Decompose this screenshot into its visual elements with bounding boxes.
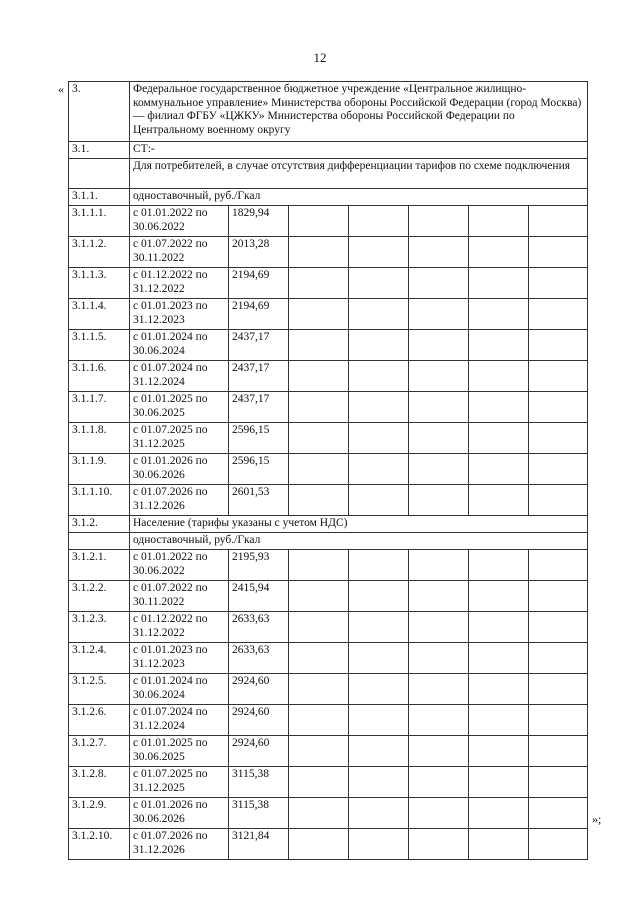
- empty-cell: [529, 485, 588, 516]
- empty-cell: [349, 423, 409, 454]
- empty-cell: [469, 581, 529, 612]
- empty-cell: [409, 550, 469, 581]
- empty-cell: [409, 612, 469, 643]
- empty-cell: [289, 392, 349, 423]
- section-number: 3.: [69, 82, 130, 142]
- table-row: [69, 736, 588, 767]
- row-number: 3.1.2.2.: [69, 581, 130, 612]
- empty-cell: [349, 361, 409, 392]
- empty-cell: [469, 361, 529, 392]
- period-cell: с 01.07.2024 по 31.12.2024: [130, 705, 229, 736]
- empty-cell: [529, 581, 588, 612]
- empty-cell: [529, 674, 588, 705]
- empty-cell: [349, 299, 409, 330]
- empty-cell: [349, 829, 409, 860]
- st-label: СТ:-: [130, 142, 588, 159]
- empty-cell: [469, 736, 529, 767]
- price-cell: 2596,15: [229, 423, 289, 454]
- empty-cell: [349, 705, 409, 736]
- empty-cell: [289, 767, 349, 798]
- row-number: 3.1.1.10.: [69, 485, 130, 516]
- population-header: [69, 516, 588, 550]
- row-number: 3.1.2.9.: [69, 798, 130, 829]
- row-number: 3.1.1.2.: [69, 237, 130, 268]
- empty-cell: [349, 268, 409, 299]
- section-row: [69, 82, 588, 142]
- empty-cell: [469, 550, 529, 581]
- period-cell: с 01.01.2024 по 30.06.2024: [130, 330, 229, 361]
- empty-cell: [349, 330, 409, 361]
- empty-cell: [529, 798, 588, 829]
- price-cell: 3121,84: [229, 829, 289, 860]
- empty-cell: [409, 330, 469, 361]
- price-cell: 2633,63: [229, 643, 289, 674]
- empty-cell: [289, 423, 349, 454]
- empty-cell: [289, 798, 349, 829]
- empty-cell: [409, 485, 469, 516]
- empty-cell: [289, 237, 349, 268]
- period-cell: с 01.12.2022 по 31.12.2022: [130, 268, 229, 299]
- period-cell: с 01.07.2026 по 31.12.2026: [130, 485, 229, 516]
- table-row: [69, 423, 588, 454]
- table-row: [69, 612, 588, 643]
- empty-cell: [289, 736, 349, 767]
- population-single-rate-label: одноставочный, руб./Гкал: [130, 533, 588, 550]
- empty-cell: [349, 798, 409, 829]
- price-cell: 2601,53: [229, 485, 289, 516]
- row-number: 3.1.1.4.: [69, 299, 130, 330]
- row-number: 3.1.1.1.: [69, 206, 130, 237]
- price-cell: 3115,38: [229, 798, 289, 829]
- population-single-rate-row: [69, 533, 588, 550]
- empty-cell: [349, 485, 409, 516]
- empty-cell: [289, 454, 349, 485]
- empty-cell: [529, 392, 588, 423]
- row-number: 3.1.2.10.: [69, 829, 130, 860]
- closing-quote: »;: [592, 812, 602, 826]
- period-cell: с 01.07.2022 по 30.11.2022: [130, 237, 229, 268]
- single-rate-number: 3.1.1.: [69, 189, 130, 206]
- period-cell: с 01.01.2023 по 31.12.2023: [130, 643, 229, 674]
- consumers-single-rate-row: [69, 189, 588, 206]
- empty-cell: [289, 674, 349, 705]
- empty-cell: [469, 299, 529, 330]
- row-number: 3.1.2.3.: [69, 612, 130, 643]
- table-row: [69, 550, 588, 581]
- table-row: [69, 392, 588, 423]
- empty-cell: [409, 361, 469, 392]
- empty-cell: [349, 612, 409, 643]
- table-row: [69, 330, 588, 361]
- table-row: [69, 361, 588, 392]
- empty-cell: [409, 454, 469, 485]
- period-cell: с 01.07.2025 по 31.12.2025: [130, 767, 229, 798]
- empty-cell: [469, 485, 529, 516]
- population-label: Население (тарифы указаны с учетом НДС): [130, 516, 588, 533]
- table-row: [69, 829, 588, 860]
- empty-cell: [409, 767, 469, 798]
- empty-cell: [409, 736, 469, 767]
- price-cell: 1829,94: [229, 206, 289, 237]
- price-cell: 2924,60: [229, 705, 289, 736]
- empty-cell: [289, 612, 349, 643]
- empty-cell: [409, 705, 469, 736]
- empty-cell: [349, 643, 409, 674]
- price-cell: 2924,60: [229, 736, 289, 767]
- empty-cell: [469, 643, 529, 674]
- period-cell: с 01.01.2024 по 30.06.2024: [130, 674, 229, 705]
- table-row: [69, 798, 588, 829]
- empty-cell: [469, 237, 529, 268]
- empty-cell: [349, 550, 409, 581]
- price-cell: 2596,15: [229, 454, 289, 485]
- table-row: [69, 268, 588, 299]
- table-row: [69, 767, 588, 798]
- row-number: 3.1.1.6.: [69, 361, 130, 392]
- row-number: 3.1.1.3.: [69, 268, 130, 299]
- st-number: 3.1.: [69, 142, 130, 159]
- price-cell: 2013,28: [229, 237, 289, 268]
- empty-cell: [409, 237, 469, 268]
- empty-cell: [469, 392, 529, 423]
- empty-cell: [289, 485, 349, 516]
- table-row: [69, 581, 588, 612]
- empty-cell: [529, 705, 588, 736]
- empty-cell: [409, 206, 469, 237]
- consumers-row: [69, 159, 588, 189]
- period-cell: с 01.07.2025 по 31.12.2025: [130, 423, 229, 454]
- empty-cell: [529, 330, 588, 361]
- empty-cell: [529, 361, 588, 392]
- empty-cell: [289, 299, 349, 330]
- row-number: 3.1.1.7.: [69, 392, 130, 423]
- row-number: 3.1.2.4.: [69, 643, 130, 674]
- tariff-table: [68, 81, 588, 860]
- empty-cell: [289, 550, 349, 581]
- page-number: 12: [313, 50, 327, 65]
- row-number: 3.1.1.9.: [69, 454, 130, 485]
- empty-cell: [469, 206, 529, 237]
- empty-cell: [289, 643, 349, 674]
- empty-cell: [469, 423, 529, 454]
- row-number: 3.1.1.5.: [69, 330, 130, 361]
- organization-name: Федеральное государственное бюджетное учреждение «Центральное жилищно-коммунальное управление» Министерства обороны Российской Федерации (город Москва) — филиал ФГБУ «ЦЖКУ» Министерства обороны Российской Федерации по Центральному военному округу: [130, 82, 588, 142]
- population-row: [69, 516, 588, 533]
- period-cell: с 01.07.2024 по 31.12.2024: [130, 361, 229, 392]
- empty-cell: [289, 268, 349, 299]
- empty-cell: [349, 206, 409, 237]
- period-cell: с 01.07.2022 по 30.11.2022: [130, 581, 229, 612]
- row-number: 3.1.2.5.: [69, 674, 130, 705]
- empty-cell: [349, 767, 409, 798]
- empty-cell: [469, 674, 529, 705]
- row-number: 3.1.2.8.: [69, 767, 130, 798]
- consumers-label: Для потребителей, в случае отсутствия дифференциации тарифов по схеме подключения: [130, 159, 588, 189]
- empty-cell: [349, 237, 409, 268]
- population-number: 3.1.2.: [69, 516, 130, 533]
- empty-cell: [289, 206, 349, 237]
- table-row: [69, 705, 588, 736]
- empty-cell: [529, 550, 588, 581]
- population-tariffs: [69, 550, 588, 860]
- empty-cell: [529, 299, 588, 330]
- table-row: [69, 674, 588, 705]
- empty-cell: [469, 767, 529, 798]
- empty-cell: [529, 268, 588, 299]
- empty-cell: [529, 206, 588, 237]
- price-cell: 2194,69: [229, 299, 289, 330]
- period-cell: с 01.12.2022 по 31.12.2022: [130, 612, 229, 643]
- empty-cell: [529, 829, 588, 860]
- table-row: [69, 454, 588, 485]
- empty-cell: [469, 705, 529, 736]
- empty-cell: [469, 829, 529, 860]
- table-row: [69, 643, 588, 674]
- period-cell: с 01.01.2025 по 30.06.2025: [130, 392, 229, 423]
- empty-cell: [409, 268, 469, 299]
- price-cell: 2194,69: [229, 268, 289, 299]
- empty-cell: [289, 361, 349, 392]
- empty-cell: [409, 299, 469, 330]
- row-number: 3.1.2.7.: [69, 736, 130, 767]
- empty-cell: [469, 268, 529, 299]
- table-row: [69, 206, 588, 237]
- empty-cell: [469, 454, 529, 485]
- price-cell: 2437,17: [229, 330, 289, 361]
- price-cell: 2437,17: [229, 392, 289, 423]
- row-number: 3.1.1.8.: [69, 423, 130, 454]
- price-cell: 2924,60: [229, 674, 289, 705]
- empty-cell: [349, 392, 409, 423]
- row-number: 3.1.2.1.: [69, 550, 130, 581]
- empty-cell: [409, 423, 469, 454]
- price-cell: 2195,93: [229, 550, 289, 581]
- period-cell: с 01.01.2025 по 30.06.2025: [130, 736, 229, 767]
- price-cell: 3115,38: [229, 767, 289, 798]
- table-row: [69, 485, 588, 516]
- row-number: 3.1.2.6.: [69, 705, 130, 736]
- empty-cell: [409, 643, 469, 674]
- table-row: [69, 237, 588, 268]
- period-cell: с 01.01.2022 по 30.06.2022: [130, 206, 229, 237]
- empty-cell: [349, 581, 409, 612]
- empty-cell: [289, 581, 349, 612]
- empty-cell: [349, 454, 409, 485]
- period-cell: с 01.01.2026 по 30.06.2026: [130, 798, 229, 829]
- empty-cell: [409, 674, 469, 705]
- empty-cell: [469, 798, 529, 829]
- empty-cell: [469, 330, 529, 361]
- period-cell: с 01.01.2026 по 30.06.2026: [130, 454, 229, 485]
- empty-cell: [409, 581, 469, 612]
- table-row: [69, 299, 588, 330]
- empty-cell: [529, 454, 588, 485]
- empty-cell: [289, 829, 349, 860]
- st-row: [69, 142, 588, 159]
- empty-cell: [529, 612, 588, 643]
- empty-cell: [409, 798, 469, 829]
- empty-cell: [529, 423, 588, 454]
- consumers-tariffs: [69, 206, 588, 516]
- opening-quote: «: [58, 82, 64, 96]
- empty-cell: [349, 674, 409, 705]
- empty-cell: [529, 237, 588, 268]
- price-cell: 2633,63: [229, 612, 289, 643]
- empty-cell: [529, 767, 588, 798]
- empty-cell: [349, 736, 409, 767]
- price-cell: 2415,94: [229, 581, 289, 612]
- period-cell: с 01.01.2023 по 31.12.2023: [130, 299, 229, 330]
- empty-cell: [409, 829, 469, 860]
- empty-cell: [529, 643, 588, 674]
- empty-cell: [529, 736, 588, 767]
- single-rate-label: одноставочный, руб./Гкал: [130, 189, 588, 206]
- empty-cell: [289, 330, 349, 361]
- period-cell: с 01.01.2022 по 30.06.2022: [130, 550, 229, 581]
- empty-cell: [469, 612, 529, 643]
- period-cell: с 01.07.2026 по 31.12.2026: [130, 829, 229, 860]
- empty-cell: [409, 392, 469, 423]
- price-cell: 2437,17: [229, 361, 289, 392]
- empty-cell: [289, 705, 349, 736]
